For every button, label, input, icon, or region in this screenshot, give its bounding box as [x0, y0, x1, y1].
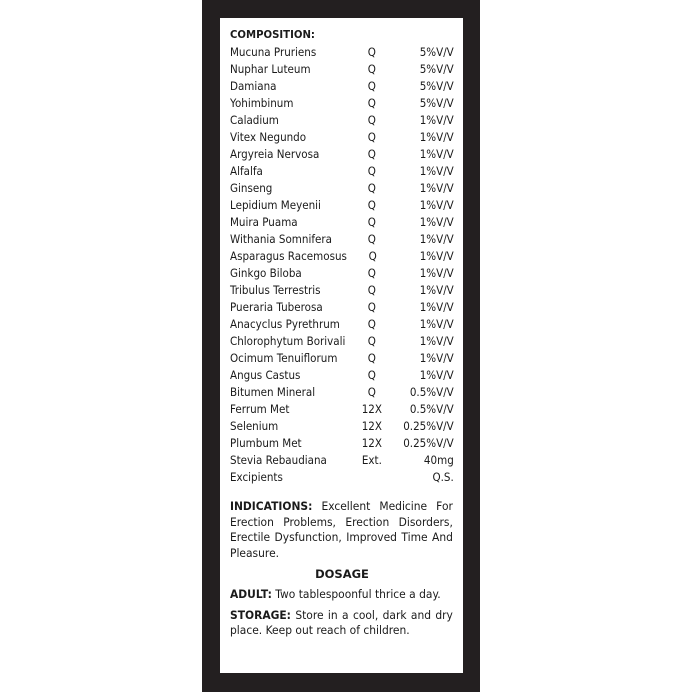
ingredient-potency: Q — [367, 112, 376, 127]
indications-paragraph — [230, 499, 453, 561]
ingredient-name: Muira Puama — [230, 214, 298, 229]
ingredient-quantity: 1%V/V — [419, 129, 454, 144]
ingredient-quantity: 1%V/V — [419, 112, 454, 127]
composition-row — [230, 264, 454, 281]
ingredient-quantity: 5%V/V — [419, 95, 454, 110]
ingredient-quantity: 1%V/V — [419, 231, 454, 246]
ingredient-quantity: 1%V/V — [419, 163, 454, 178]
ingredient-quantity: 1%V/V — [419, 248, 454, 263]
composition-row — [230, 43, 454, 60]
ingredient-quantity: 1%V/V — [419, 333, 454, 348]
ingredient-quantity: 0.25%V/V — [403, 418, 454, 433]
ingredient-potency: Q — [367, 265, 376, 280]
composition-row — [230, 400, 454, 417]
composition-row — [230, 213, 454, 230]
ingredient-potency: Q — [367, 231, 376, 246]
ingredient-name: Withania Somnifera — [230, 231, 332, 246]
ingredient-potency: Q — [367, 367, 376, 382]
composition-row — [230, 111, 454, 128]
ingredient-potency: 12X — [361, 401, 382, 416]
ingredient-name: Plumbum Met — [230, 435, 302, 450]
ingredient-quantity: 5%V/V — [419, 78, 454, 93]
ingredient-potency: Q — [367, 180, 376, 195]
ingredient-name: Vitex Negundo — [230, 129, 307, 144]
composition-row — [230, 145, 454, 162]
ingredient-quantity: 1%V/V — [419, 197, 454, 212]
ingredient-potency: Q — [367, 78, 376, 93]
storage-text: Store in a cool, dark and dry place. Keep out reach of children. — [230, 607, 453, 637]
adult-dosage — [230, 587, 453, 603]
adult-text: Two tablespoonful thrice a day. — [271, 587, 441, 601]
ingredient-quantity: 5%V/V — [419, 44, 454, 59]
ingredient-potency: Q — [367, 214, 376, 229]
ingredient-name: Pueraria Tuberosa — [230, 299, 323, 314]
composition-row — [230, 383, 454, 400]
ingredient-potency: 12X — [361, 435, 382, 450]
ingredient-potency: Q — [367, 146, 376, 161]
ingredient-potency: Q — [367, 350, 376, 365]
ingredient-quantity: 1%V/V — [419, 367, 454, 382]
ingredient-potency: Ext. — [361, 452, 382, 467]
ingredient-name: Argyreia Nervosa — [230, 146, 320, 161]
composition-row — [230, 434, 454, 451]
ingredient-name: Lepidium Meyenii — [230, 197, 321, 212]
ingredient-name: Mucuna Pruriens — [230, 44, 317, 59]
composition-row — [230, 247, 454, 264]
composition-row — [230, 417, 454, 434]
composition-row — [230, 349, 454, 366]
ingredient-quantity: 0.25%V/V — [403, 435, 454, 450]
ingredient-name: Stevia Rebaudiana — [230, 452, 327, 467]
composition-row — [230, 468, 454, 485]
composition-row — [230, 451, 454, 468]
ingredient-quantity: 1%V/V — [419, 180, 454, 195]
ingredient-name: Angus Castus — [230, 367, 301, 382]
composition-row — [230, 366, 454, 383]
composition-row — [230, 60, 454, 77]
composition-list — [230, 43, 454, 485]
composition-row — [230, 298, 454, 315]
ingredient-name: Ferrum Met — [230, 401, 290, 416]
composition-row — [230, 162, 454, 179]
ingredient-name: Yohimbinum — [230, 95, 294, 110]
ingredient-potency: Q — [367, 61, 376, 76]
ingredient-potency: Q — [368, 248, 377, 263]
ingredient-quantity: Q.S. — [432, 469, 454, 484]
ingredient-name: Damiana — [230, 78, 277, 93]
ingredient-quantity: 5%V/V — [419, 61, 454, 76]
ingredient-name: Selenium — [230, 418, 279, 433]
ingredient-name: Ocimum Tenuiflorum — [230, 350, 338, 365]
ingredient-name: Asparagus Racemosus — [230, 248, 347, 263]
indications-label: INDICATIONS: — [230, 499, 313, 513]
ingredient-quantity: 1%V/V — [419, 282, 454, 297]
composition-row — [230, 281, 454, 298]
ingredient-potency: Q — [367, 197, 376, 212]
composition-row — [230, 196, 454, 213]
ingredient-potency: Q — [367, 333, 376, 348]
ingredient-name: Chlorophytum Borivali — [230, 333, 346, 348]
ingredient-name: Bitumen Mineral — [230, 384, 316, 399]
ingredient-potency: Q — [367, 282, 376, 297]
ingredient-quantity: 1%V/V — [419, 316, 454, 331]
ingredient-quantity: 0.5%V/V — [409, 384, 454, 399]
storage-paragraph — [230, 608, 453, 639]
ingredient-potency: Q — [367, 316, 376, 331]
ingredient-potency: Q — [367, 95, 376, 110]
ingredient-quantity: 1%V/V — [419, 350, 454, 365]
ingredient-quantity: 1%V/V — [419, 299, 454, 314]
composition-row — [230, 332, 454, 349]
composition-row — [230, 128, 454, 145]
ingredient-name: Nuphar Luteum — [230, 61, 311, 76]
ingredient-potency: Q — [367, 384, 376, 399]
ingredient-quantity: 0.5%V/V — [409, 401, 454, 416]
composition-row — [230, 94, 454, 111]
ingredient-potency: Q — [367, 44, 376, 59]
composition-heading: COMPOSITION: — [230, 28, 315, 41]
ingredient-potency: Q — [367, 129, 376, 144]
ingredient-name: Ginkgo Biloba — [230, 265, 302, 280]
dosage-title: DOSAGE — [315, 567, 369, 581]
label-panel — [220, 18, 463, 673]
ingredient-potency: 12X — [361, 418, 382, 433]
ingredient-quantity: 40mg — [423, 452, 454, 467]
ingredient-name: Tribulus Terrestris — [230, 282, 321, 297]
ingredient-name: Excipients — [230, 469, 283, 484]
ingredient-quantity: 1%V/V — [419, 146, 454, 161]
ingredient-name: Anacyclus Pyrethrum — [230, 316, 340, 331]
composition-row — [230, 77, 454, 94]
ingredient-name: Ginseng — [230, 180, 273, 195]
composition-row — [230, 315, 454, 332]
storage-label: STORAGE: — [230, 607, 291, 622]
ingredient-quantity: 1%V/V — [419, 265, 454, 280]
adult-label: ADULT: — [230, 587, 272, 601]
ingredient-potency: Q — [367, 299, 376, 314]
composition-row — [230, 179, 454, 196]
indications-text: Excellent Medicine For Erection Problems, Erection Disorders, Erectile Dysfunction, Improved Time And Pleasure. — [230, 499, 453, 560]
ingredient-name: Alfalfa — [230, 163, 263, 178]
composition-row — [230, 230, 454, 247]
ingredient-name: Caladium — [230, 112, 279, 127]
ingredient-potency: Q — [367, 163, 376, 178]
ingredient-quantity: 1%V/V — [419, 214, 454, 229]
